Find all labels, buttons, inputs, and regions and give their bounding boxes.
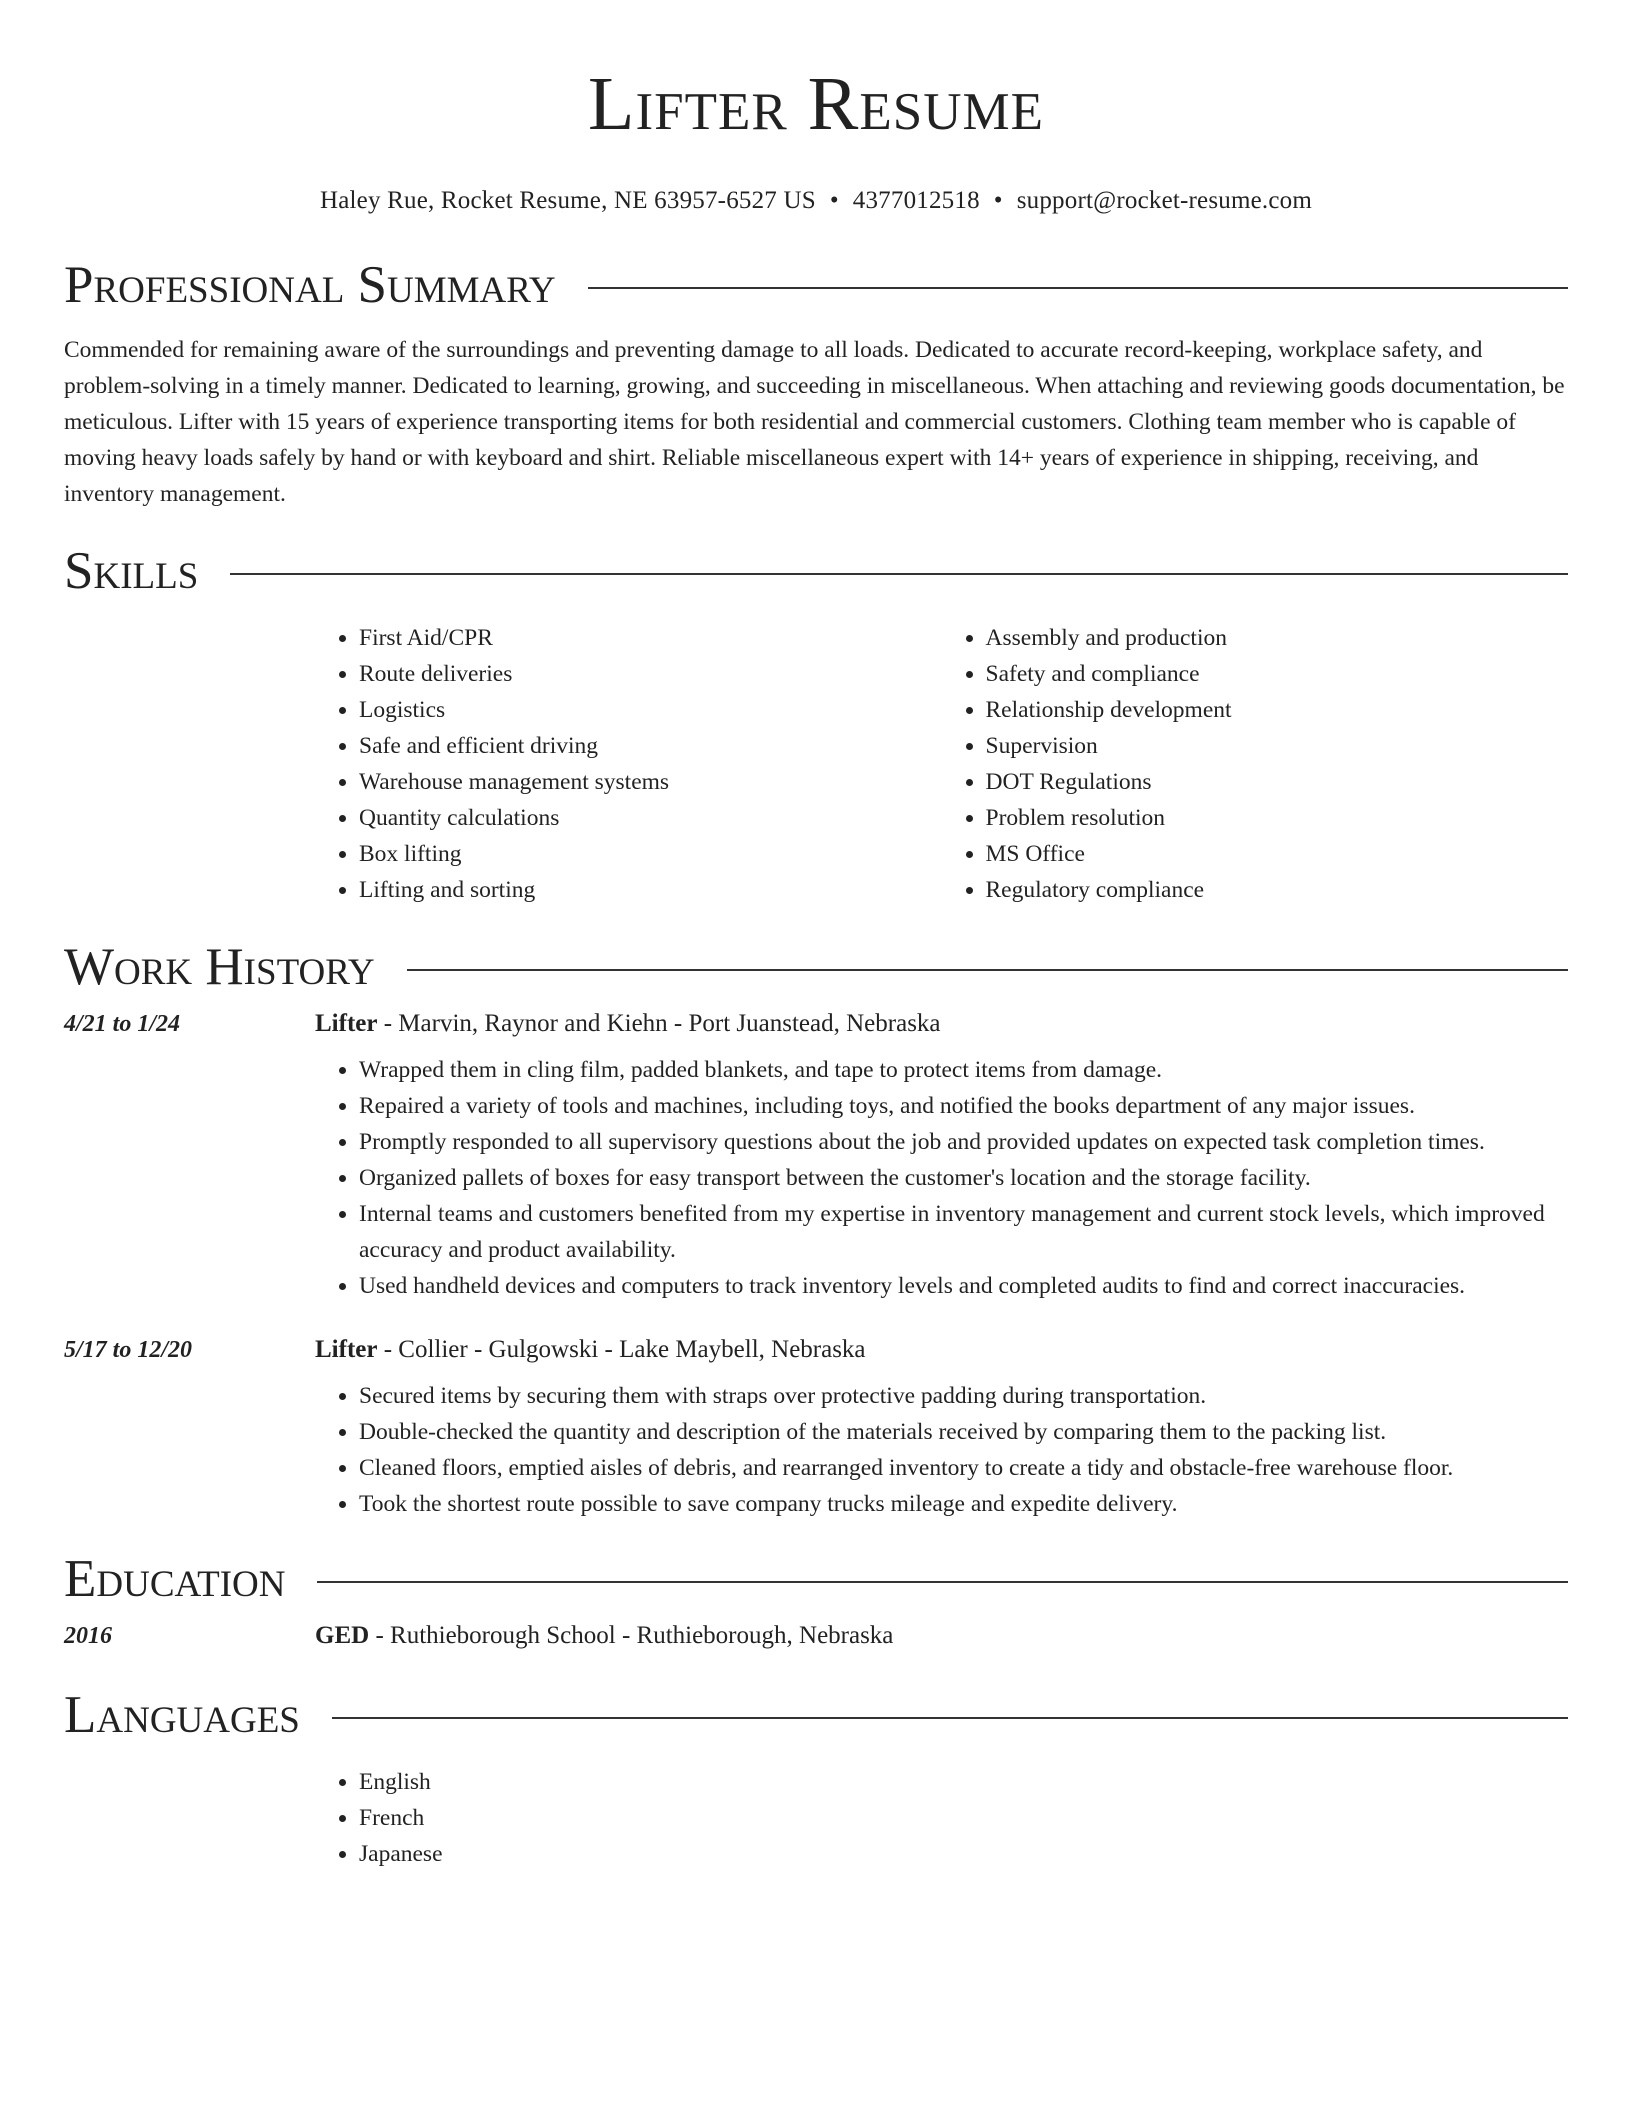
job-bullets	[315, 1052, 1568, 1304]
education-header	[64, 1544, 1568, 1614]
job-bullet: • Wrapped them in cling film, padded blankets, and tape to protect items from damage.	[359, 1052, 1568, 1088]
summary-text: Commended for remaining aware of the surroundings and preventing damage to all loads. Dedicated to accurate record-keeping, workplace safety, and problem-solving in a timely manner. Dedicated to learning, growing, and succeeding in miscellaneous. When attaching and reviewing goods documentation, be meticulous. Lifter with 15 years of experience transporting items for both residential and commercial customers. Clothing team member who is capable of moving heavy loads safely by hand or with keyboard and shirt. Reliable miscellaneous expert with 14+ years of experience in shipping, receiving, and inventory management.	[64, 337, 1565, 507]
skill-item: • Lifting and sorting	[359, 872, 942, 908]
skill-item: • Relationship development	[986, 692, 1569, 728]
skill-item: • Assembly and production	[986, 620, 1569, 656]
skill-item: • Safe and efficient driving	[359, 728, 942, 764]
education-school: - Ruthieborough School - Ruthieborough, Nebraska	[369, 1622, 894, 1649]
education-degree: GED	[315, 1622, 370, 1649]
job-title-line	[315, 1336, 866, 1364]
skill-item: • Safety and compliance	[986, 656, 1569, 692]
language-item: • Japanese	[359, 1836, 1568, 1872]
education-year: 2016	[64, 1623, 112, 1649]
section-divider	[317, 1581, 1568, 1583]
job-bullet: • Took the shortest route possible to save company trucks mileage and expedite delivery.	[359, 1486, 1568, 1522]
section-divider	[407, 969, 1568, 971]
skill-item: • Warehouse management systems	[359, 764, 942, 800]
job-header	[64, 1336, 1568, 1364]
summary-heading: Professional Summary	[64, 256, 556, 314]
language-item: • English	[359, 1764, 1568, 1800]
section-divider	[230, 573, 1568, 575]
skill-item: • Logistics	[359, 692, 942, 728]
skill-item: • Box lifting	[359, 836, 942, 872]
job-bullet: • Promptly responded to all supervisory questions about the job and provided updates on expected task completion times.	[359, 1124, 1568, 1160]
job-bullet: • Cleaned floors, emptied aisles of debris, and rearranged inventory to create a tidy and obstacle-free warehouse floor.	[359, 1450, 1568, 1486]
contact-address: Haley Rue, Rocket Resume, NE 63957-6527 US	[319, 187, 816, 214]
education-line	[315, 1622, 893, 1650]
language-item: • French	[359, 1800, 1568, 1836]
education-heading: Education	[64, 1550, 286, 1608]
work-header	[64, 932, 1568, 1002]
education-entry	[64, 1622, 1568, 1650]
skills-grid	[315, 620, 1568, 908]
contact-line	[64, 186, 1568, 216]
job-bullet: • Repaired a variety of tools and machines, including toys, and notified the books department of any major issues.	[359, 1088, 1568, 1124]
job-employer: - Marvin, Raynor and Kiehn - Port Juanstead, Nebraska	[377, 1010, 941, 1037]
section-divider	[588, 287, 1568, 289]
skill-item: • MS Office	[986, 836, 1569, 872]
job-role: Lifter	[315, 1336, 378, 1363]
job-dates: 4/21 to 1/24	[64, 1011, 181, 1037]
contact-separator: •	[829, 187, 839, 214]
skill-item: • Route deliveries	[359, 656, 942, 692]
skill-item: • First Aid/CPR	[359, 620, 942, 656]
job-bullet: • Internal teams and customers benefited from my expertise in inventory management and current stock levels, which improved accuracy and product availability.	[359, 1196, 1568, 1268]
education-section	[64, 1544, 1568, 1650]
contact-phone: 4377012518	[852, 187, 980, 214]
job-title-line	[315, 1010, 941, 1038]
skills-heading: Skills	[64, 542, 199, 600]
resume-title: Lifter Resume	[588, 62, 1044, 146]
job-dates: 5/17 to 12/20	[64, 1337, 193, 1363]
job-role: Lifter	[315, 1010, 378, 1037]
contact-email: support@rocket-resume.com	[1016, 187, 1313, 214]
skill-item: • Regulatory compliance	[986, 872, 1569, 908]
skills-section	[64, 536, 1568, 908]
skill-item: • Problem resolution	[986, 800, 1569, 836]
job-employer: - Collier - Gulgowski - Lake Maybell, Nebraska	[377, 1336, 866, 1363]
section-divider	[332, 1717, 1568, 1719]
skill-item: • Supervision	[986, 728, 1569, 764]
skills-list-left	[315, 620, 942, 908]
job-entry	[64, 1336, 1568, 1522]
job-entry	[64, 1010, 1568, 1304]
languages-section	[64, 1680, 1568, 1872]
summary-section	[64, 250, 1568, 512]
skills-header	[64, 536, 1568, 606]
languages-heading: Languages	[64, 1686, 300, 1744]
work-section	[64, 932, 1568, 1522]
languages-list	[315, 1764, 1568, 1872]
job-bullet: • Double-checked the quantity and description of the materials received by comparing them to the packing list.	[359, 1414, 1568, 1450]
languages-header	[64, 1680, 1568, 1750]
job-header	[64, 1010, 1568, 1038]
job-bullet: • Secured items by securing them with straps over protective padding during transportation.	[359, 1378, 1568, 1414]
job-bullet: • Organized pallets of boxes for easy transport between the customer's location and the storage facility.	[359, 1160, 1568, 1196]
job-bullet: • Used handheld devices and computers to track inventory levels and completed audits to find and correct inaccuracies.	[359, 1268, 1568, 1304]
skills-list-right	[942, 620, 1569, 908]
job-bullets	[315, 1378, 1568, 1522]
skill-item: • DOT Regulations	[986, 764, 1569, 800]
contact-separator: •	[993, 187, 1003, 214]
summary-header	[64, 250, 1568, 320]
skill-item: • Quantity calculations	[359, 800, 942, 836]
work-heading: Work History	[64, 938, 375, 996]
